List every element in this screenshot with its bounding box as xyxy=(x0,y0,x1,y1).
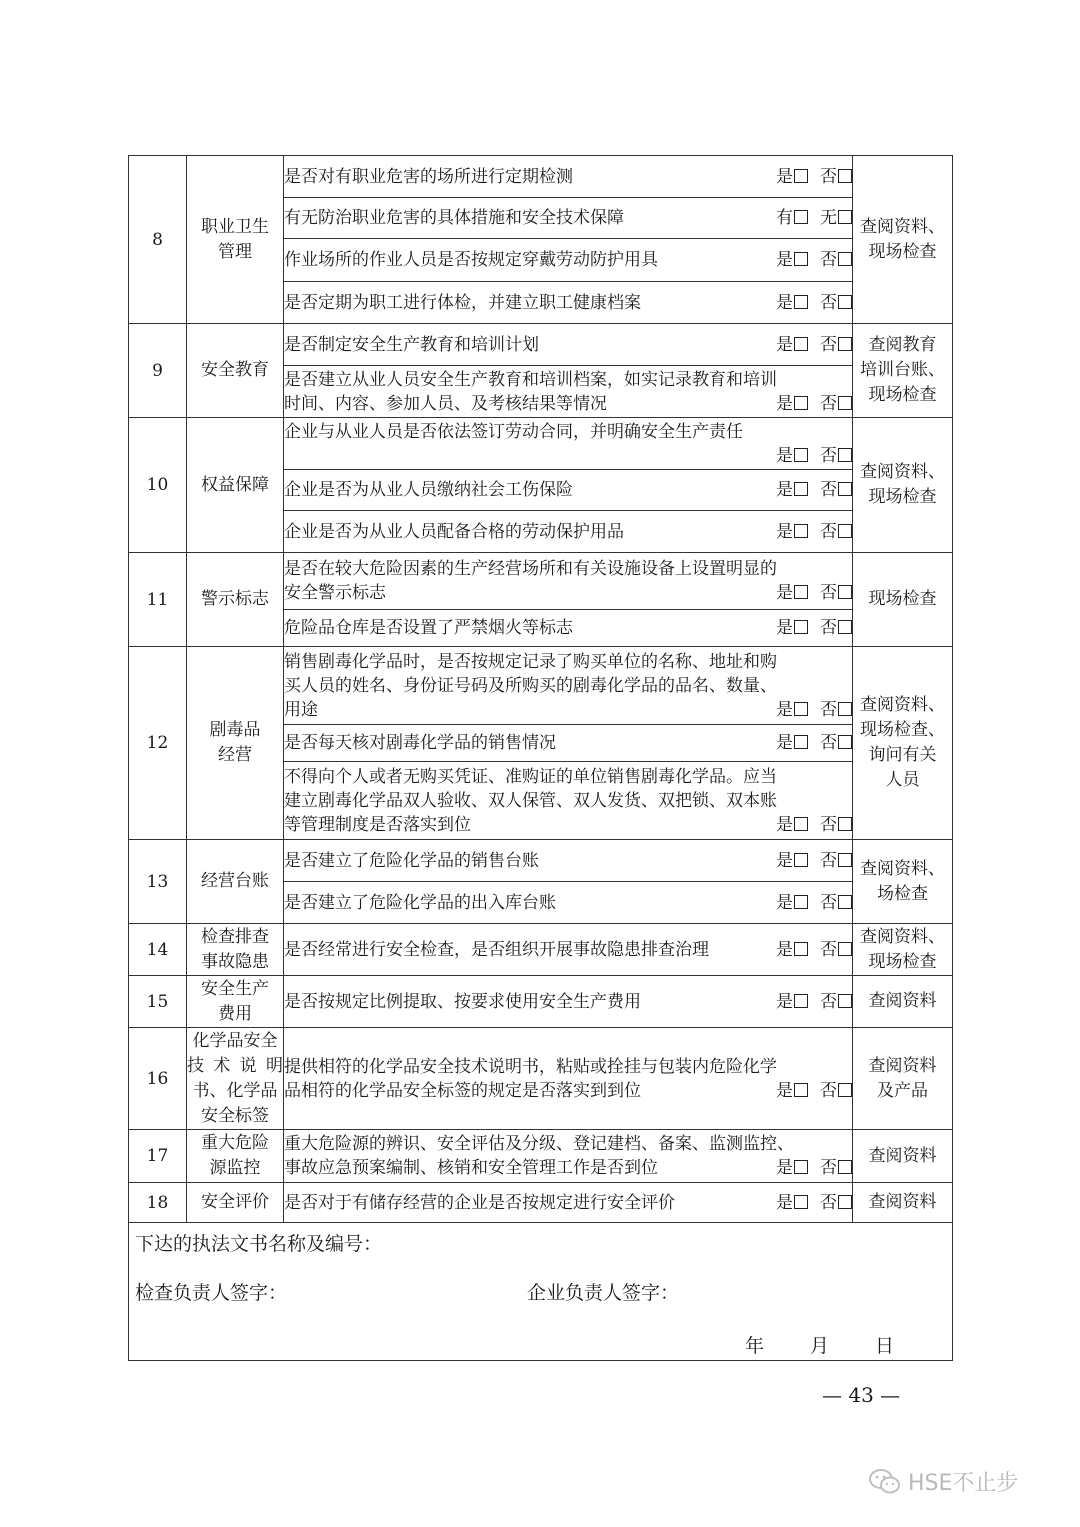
have-none-checkbox[interactable]: 有 无 xyxy=(768,206,852,230)
yes-no-checkbox[interactable]: 是 否 xyxy=(768,731,852,755)
check-item: 是否每天核对剧毒化学品的销售情况 是 否 xyxy=(284,725,853,762)
watermark-text: HSE不止步 xyxy=(908,1471,1019,1496)
yes-no-checkbox[interactable]: 是 否 xyxy=(768,990,852,1014)
table-row xyxy=(129,553,953,610)
row-category: 经营台账 xyxy=(187,840,284,924)
document-label: 下达的执法文书名称及编号： xyxy=(135,1233,383,1255)
check-item: 危险品仓库是否设置了严禁烟火等标志 是 否 xyxy=(284,610,853,647)
row-category: 职业卫生 管理 xyxy=(187,156,284,324)
row-number: 15 xyxy=(129,976,187,1028)
row-category: 警示标志 xyxy=(187,553,284,647)
signature-row xyxy=(129,1223,953,1361)
check-item: 不得向个人或者无购买凭证、准购证的单位销售剧毒化学品。应当 建立剧毒化学品双人验收、双人保管、双人发货、双把锁、双本账 等管理制度是否落实到位 是 否 xyxy=(284,762,853,840)
check-item: 有无防治职业危害的具体措施和安全技术保障 有 无 xyxy=(284,198,853,239)
table-row xyxy=(129,1183,953,1223)
yes-no-checkbox[interactable]: 是 否 xyxy=(768,938,852,962)
yes-no-checkbox[interactable]: 是 否 xyxy=(768,248,852,272)
yes-no-checkbox[interactable]: 是 否 xyxy=(768,581,852,605)
yes-no-checkbox[interactable]: 是 否 xyxy=(768,1079,852,1103)
table-row xyxy=(129,418,953,470)
check-item: 企业是否为从业人员缴纳社会工伤保险 是 否 xyxy=(284,470,853,511)
check-item: 重大危险源的辨识、安全评估及分级、登记建档、备案、监测监控、 事故应急预案编制、核销和安全管理工作是否到位 是 否 xyxy=(284,1130,853,1183)
row-category: 安全生产 费用 xyxy=(187,976,284,1028)
yes-no-checkbox[interactable]: 是 否 xyxy=(768,1191,852,1215)
row-number: 10 xyxy=(129,418,187,553)
row-category: 安全评价 xyxy=(187,1183,284,1223)
check-item: 是否建立了危险化学品的销售台账 是 否 xyxy=(284,840,853,882)
row-category: 检查排查 事故隐患 xyxy=(187,924,284,976)
check-item: 是否建立了危险化学品的出入库台账 是 否 xyxy=(284,882,853,924)
check-method: 查阅资料 及产品 xyxy=(853,1028,953,1130)
table-row xyxy=(129,156,953,198)
yes-no-checkbox[interactable]: 是 否 xyxy=(776,446,852,466)
table-row xyxy=(129,1028,953,1130)
check-item: 是否经常进行安全检查，是否组织开展事故隐患排查治理 是 否 xyxy=(284,924,853,976)
row-number: 8 xyxy=(129,156,187,324)
check-item: 是否对有职业危害的场所进行定期检测 是 否 xyxy=(284,156,853,198)
check-item: 企业是否为从业人员配备合格的劳动保护用品 是 否 xyxy=(284,511,853,553)
check-method: 现场检查 xyxy=(853,553,953,647)
yes-no-checkbox[interactable]: 是 否 xyxy=(768,478,852,502)
enterprise-signature-label: 企业负责人签字： xyxy=(527,1282,680,1304)
row-number: 13 xyxy=(129,840,187,924)
row-category: 安全教育 xyxy=(187,324,284,418)
watermark xyxy=(868,1466,1018,1497)
row-number: 9 xyxy=(129,324,187,418)
wechat-icon xyxy=(868,1467,902,1497)
yes-no-checkbox[interactable]: 是 否 xyxy=(768,291,852,315)
check-method: 查阅资料 xyxy=(853,1130,953,1183)
check-item: 提供相符的化学品安全技术说明书，粘贴或拴挂与包装内危险化学 品相符的化学品安全标签的规定是否落实到到位 是 否 xyxy=(284,1028,853,1130)
row-category: 重大危险 源监控 xyxy=(187,1130,284,1183)
date-day: 日 xyxy=(875,1335,895,1357)
check-method: 查阅资料 xyxy=(853,976,953,1028)
check-method: 查阅资料、 场检查 xyxy=(853,840,953,924)
check-method: 查阅资料、 现场检查 xyxy=(853,924,953,976)
yes-no-checkbox[interactable]: 是 否 xyxy=(768,891,852,915)
table-row xyxy=(129,647,953,725)
yes-no-checkbox[interactable]: 是 否 xyxy=(768,520,852,544)
date-month: 月 xyxy=(810,1335,830,1357)
yes-no-checkbox[interactable]: 是 否 xyxy=(768,698,852,722)
table-row xyxy=(129,976,953,1028)
checklist-table xyxy=(128,155,953,1361)
row-number: 16 xyxy=(129,1028,187,1130)
check-item: 是否对于有储存经营的企业是否按规定进行安全评价 是 否 xyxy=(284,1183,853,1223)
signature-section xyxy=(129,1223,953,1361)
check-item: 是否在较大危险因素的生产经营场所和有关设施设备上设置明显的 安全警示标志 是 否 xyxy=(284,553,853,610)
row-number: 18 xyxy=(129,1183,187,1223)
check-method: 查阅资料、 现场检查 xyxy=(853,418,953,553)
table-row xyxy=(129,924,953,976)
check-item: 企业与从业人员是否依法签订劳动合同，并明确安全生产责任 是 否 xyxy=(284,418,853,470)
check-item: 作业场所的作业人员是否按规定穿戴劳动防护用具 是 否 xyxy=(284,239,853,282)
row-category: 化学品安全 技术说明 书、化学品 安全标签 xyxy=(187,1028,284,1130)
check-method: 查阅资料、 现场检查 xyxy=(853,156,953,324)
table-row xyxy=(129,324,953,366)
check-method: 查阅资料、 现场检查、 询问有关 人员 xyxy=(853,647,953,840)
row-number: 14 xyxy=(129,924,187,976)
check-item: 是否建立从业人员安全生产教育和培训档案，如实记录教育和培训 时间、内容、参加人员、及考核结果等情况 是 否 xyxy=(284,366,853,418)
check-method: 查阅教育 培训台账、 现场检查 xyxy=(853,324,953,418)
yes-no-checkbox[interactable]: 是 否 xyxy=(768,813,852,837)
yes-no-checkbox[interactable]: 是 否 xyxy=(768,1156,852,1180)
row-number: 12 xyxy=(129,647,187,840)
check-item: 是否定期为职工进行体检，并建立职工健康档案 是 否 xyxy=(284,282,853,324)
table-row xyxy=(129,840,953,882)
date-year: 年 xyxy=(745,1335,765,1357)
check-method: 查阅资料 xyxy=(853,1183,953,1223)
inspector-signature-label: 检查负责人签字： xyxy=(135,1282,288,1304)
check-item: 是否按规定比例提取、按要求使用安全生产费用 是 否 xyxy=(284,976,853,1028)
row-number: 11 xyxy=(129,553,187,647)
yes-no-checkbox[interactable]: 是 否 xyxy=(768,849,852,873)
yes-no-checkbox[interactable]: 是 否 xyxy=(768,165,852,189)
row-category: 权益保障 xyxy=(187,418,284,553)
row-number: 17 xyxy=(129,1130,187,1183)
yes-no-checkbox[interactable]: 是 否 xyxy=(768,392,852,416)
table-row xyxy=(129,1130,953,1183)
check-item: 是否制定安全生产教育和培训计划 是 否 xyxy=(284,324,853,366)
check-item: 销售剧毒化学品时，是否按规定记录了购买单位的名称、地址和购 买人员的姓名、身份证号码及所购买的剧毒化学品的品名、数量、 用途 是 否 xyxy=(284,647,853,725)
row-category: 剧毒品 经营 xyxy=(187,647,284,840)
yes-no-checkbox[interactable]: 是 否 xyxy=(768,333,852,357)
yes-no-checkbox[interactable]: 是 否 xyxy=(768,616,852,640)
page-number: — 43 — xyxy=(822,1383,901,1407)
